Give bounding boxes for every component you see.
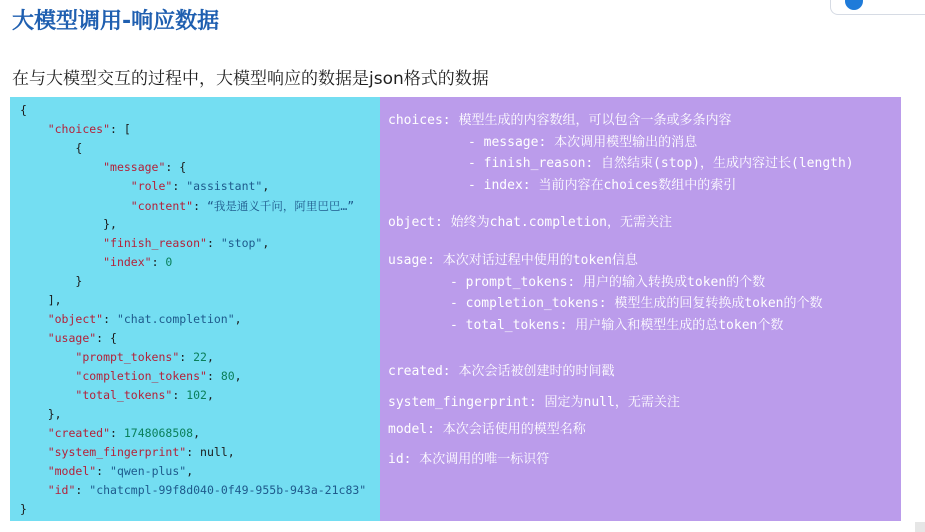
code-line: }, bbox=[47, 407, 62, 421]
corner-widget[interactable] bbox=[830, 0, 925, 15]
json-code-panel bbox=[10, 97, 380, 521]
info-index: - index: 当前内容在choices数组中的索引 bbox=[468, 178, 737, 193]
info-system-fingerprint: system_fingerprint: 固定为null，无需关注 bbox=[388, 395, 680, 410]
corner-mark bbox=[915, 522, 925, 532]
code-line: "object": "chat.completion", bbox=[47, 312, 242, 326]
code-line: "created": 1748068508, bbox=[47, 426, 201, 440]
code-line: "content": “我是通义千问，阿里巴巴…” bbox=[130, 199, 355, 213]
code-line: "choices": [ bbox=[47, 122, 131, 136]
code-line: "system_fingerprint": null, bbox=[47, 445, 235, 459]
code-line: "message": { bbox=[103, 160, 187, 174]
code-line: "id": "chatcmpl-99f8d040-0f49-955b-943a-21c83" bbox=[47, 483, 367, 497]
slide-title: 大模型调用-响应数据 bbox=[12, 9, 220, 34]
info-completion-tokens: - completion_tokens: 模型生成的回复转换成token的个数 bbox=[450, 296, 823, 311]
info-total-tokens: - total_tokens: 用户输入和模型生成的总token个数 bbox=[450, 318, 784, 333]
field-description-panel bbox=[380, 97, 901, 521]
slide-subtitle: 在与大模型交互的过程中，大模型响应的数据是json格式的数据 bbox=[12, 69, 489, 89]
code-line: ], bbox=[47, 293, 62, 307]
info-choices: choices: 模型生成的内容数组，可以包含一条或多条内容 bbox=[388, 113, 732, 128]
info-id: id: 本次调用的唯一标识符 bbox=[388, 452, 550, 467]
circle-icon bbox=[845, 0, 863, 10]
code-line: "role": "assistant", bbox=[130, 179, 270, 193]
info-model: model: 本次会话使用的模型名称 bbox=[388, 422, 586, 437]
code-line: "total_tokens": 102, bbox=[75, 388, 214, 402]
code-line: } bbox=[20, 502, 27, 516]
code-line: { bbox=[75, 141, 83, 155]
code-line: "index": 0 bbox=[103, 255, 173, 269]
code-line: "model": "qwen-plus", bbox=[47, 464, 194, 478]
code-line: "finish_reason": "stop", bbox=[103, 236, 270, 250]
info-created: created: 本次会话被创建时的时间戳 bbox=[388, 364, 615, 379]
info-usage: usage: 本次对话过程中使用的token信息 bbox=[388, 253, 638, 268]
code-line: }, bbox=[103, 217, 117, 231]
code-line: "completion_tokens": 80, bbox=[75, 369, 242, 383]
code-line: { bbox=[20, 103, 27, 117]
info-finish-reason: - finish_reason: 自然结束(stop)，生成内容过长(length) bbox=[468, 156, 854, 171]
info-object: object: 始终为chat.completion，无需关注 bbox=[388, 215, 673, 230]
info-prompt-tokens: - prompt_tokens: 用户的输入转换成token的个数 bbox=[450, 275, 766, 290]
info-message: - message: 本次调用模型输出的消息 bbox=[468, 135, 698, 150]
code-line: "usage": { bbox=[47, 331, 117, 345]
code-line: } bbox=[75, 274, 83, 288]
code-line: "prompt_tokens": 22, bbox=[75, 350, 214, 364]
